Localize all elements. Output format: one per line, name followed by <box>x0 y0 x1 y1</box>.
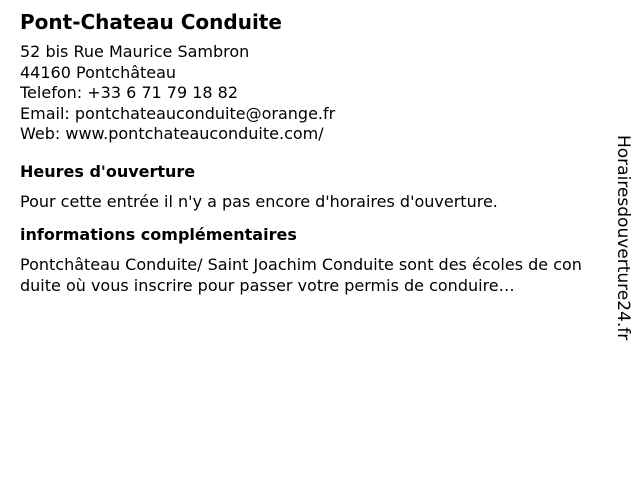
address-city: 44160 Pontchâteau <box>20 62 177 82</box>
additional-info-heading: informations complémentaires <box>20 225 297 244</box>
phone-line: Telefon: +33 6 71 79 18 82 <box>20 83 239 102</box>
additional-info-text: Pontchâteau Conduite/ Saint Joachim Conduite sont des écoles de conduite où vous inscrire pour passer votre permis de conduire… <box>20 255 582 295</box>
business-name: Pont-Chateau Conduite <box>20 10 282 34</box>
address-street: 52 bis Rue Maurice Sambron <box>20 42 250 61</box>
opening-hours-heading: Heures d'ouverture <box>20 161 196 181</box>
site-brand-watermark: Horairesdouverture24.fr <box>613 135 633 341</box>
opening-hours-text: Pour cette entrée il n'y a pas encore d'horaires d'ouverture. <box>20 191 498 211</box>
business-card <box>20 0 590 296</box>
contact-block <box>20 42 590 145</box>
email-line: Email: pontchateauconduite@orange.fr <box>20 103 336 123</box>
website-line: Web: www.pontchateauconduite.com/ <box>20 124 324 143</box>
